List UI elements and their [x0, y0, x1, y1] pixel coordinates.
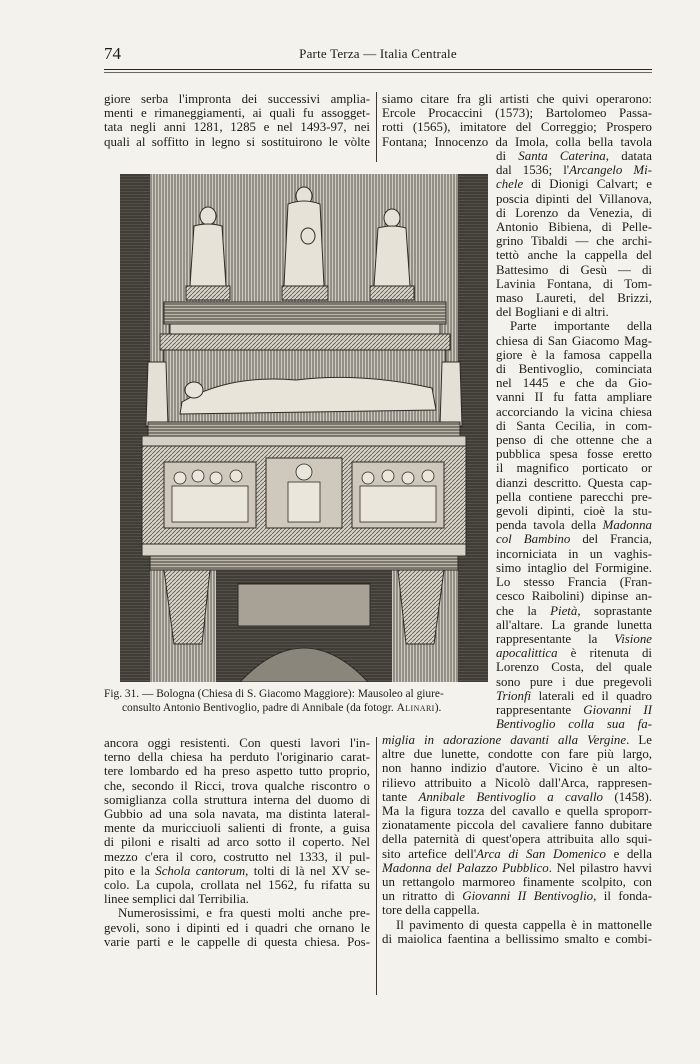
text-line: all'altare. La grande lunetta	[496, 617, 652, 632]
running-header	[104, 44, 652, 64]
text-line: dal 1536; l'Arcangelo Mi-	[496, 163, 652, 178]
column-2-wrap-text	[496, 149, 652, 731]
text-line: di Santa Caterina, datata	[496, 149, 653, 163]
text-line: apocalittica è ritenuta di	[496, 646, 652, 661]
text-line: giore serba l'impronta dei successivi amplia-	[104, 92, 370, 106]
column-1-bottom-text	[104, 736, 370, 949]
text-line: penso di che ottenne che a	[496, 433, 652, 448]
text-line: mezzo c'era il coro, costrutto nel 1333, il pul-	[104, 849, 370, 864]
text-line: Fontana; Innocenzo da Imola, colla bella tavola	[382, 134, 652, 149]
text-line: chiesa di San Giacomo Mag-	[496, 333, 652, 348]
column-divider	[376, 737, 377, 995]
text-line: siamo citare fra gli artisti che quivi operarono:	[382, 92, 652, 106]
text-line: grino Tibaldi — che archi-	[496, 234, 652, 249]
text-line: incorniciata in un vaghis-	[496, 546, 652, 561]
running-title: Parte Terza — Italia Centrale	[299, 46, 457, 61]
text-line: varie parti e le cappelle di questa chiesa. Pos-	[104, 934, 370, 949]
text-line: dianzi descritto. Questa cap-	[496, 475, 652, 490]
text-line: pubblica spesa fosse eretto	[496, 447, 652, 462]
column-divider	[376, 92, 377, 162]
header-rule	[104, 69, 652, 70]
text-line: linee semplici dal Terribilia.	[104, 892, 249, 907]
text-line: cesco Raibolini) dipinse an-	[496, 589, 652, 604]
text-line: sono pure i due pregevoli	[496, 674, 652, 689]
figure-caption	[104, 688, 490, 715]
mausoleum-illustration	[120, 174, 488, 682]
text-line: rotti (1565), imitatore del Correggio; Prospero	[382, 120, 652, 135]
text-line: vanni II fu fatta ampliare	[496, 390, 652, 405]
text-line: altre due lunette, condotte con fare più largo,	[382, 747, 652, 762]
text-line: maso Laureti, del Brizzi,	[496, 291, 652, 306]
text-line: Numerosissimi, e fra questi molti anche pre-	[118, 906, 370, 921]
text-line: tere lombardo ed ha preso aspetto tutto proprio,	[104, 764, 370, 779]
text-line: pella contiene parecchi pre-	[496, 489, 652, 504]
text-line: di Lorenzo da Venezia, di	[496, 205, 652, 220]
text-line: Battesimo di Gesù — di	[496, 262, 652, 277]
text-line: Ercole Procaccini (1573); Bartolomeo Passa-	[382, 106, 652, 121]
text-line: di Santa Cecilia, in com-	[496, 418, 652, 433]
text-line: rappresentante Giovanni II	[496, 702, 652, 717]
page-number: 74	[104, 44, 121, 63]
column-2-bottom-text	[382, 733, 652, 946]
text-line: accorciando la vicina chiesa	[496, 404, 652, 419]
text-line: di Bentivoglio, cominciata	[496, 362, 652, 377]
text-line: somiglianza colla struttura interna del duomo di	[104, 792, 370, 807]
text-line: tettò anche la cappella del	[496, 248, 652, 263]
text-line: rilievo attribuito a Nicolò dall'Arca, rappresen-	[382, 775, 652, 790]
text-line: Antonio Bibiena, di Pelle-	[496, 220, 652, 235]
caption-line: Fig. 31. — Bologna (Chiesa di S. Giacomo Maggiore): Mausoleo al giure-	[104, 688, 444, 700]
text-line: gevoli dipinti, cioè la stu-	[496, 504, 652, 519]
text-line: giore è la famosa cappella	[496, 347, 652, 362]
column-2-top-text	[382, 92, 652, 149]
text-line: colo. La cupola, crollata nel 1562, fu rifatta su	[104, 878, 370, 893]
text-line: che, secondo il Ricci, trova qualche riscontro o	[104, 778, 370, 793]
text-line: Lorenzo Costa, del quale	[496, 660, 652, 675]
text-line: mente da muricciuoli salienti di fronte, a guisa	[104, 821, 370, 836]
text-line: Madonna del Palazzo Pubblico. Nel pilastro havvi	[382, 860, 652, 875]
text-line: tante Annibale Bentivoglio a cavallo (1458).	[382, 789, 652, 804]
text-line: terno della chiesa ha perduto l'originario carat-	[104, 750, 370, 765]
text-line: non hanno indizio d'autore. Vicino è un alto-	[382, 761, 652, 776]
text-line: di piloni e risalti ad arco sotto il coperto. Nel	[104, 835, 370, 850]
text-line: col Bambino del Francia,	[496, 532, 652, 547]
text-line: miglia in adorazione davanti alla Vergine. Le	[382, 733, 652, 747]
text-line: quali al soffitto in legno si sostituirono le vòlte	[104, 134, 370, 149]
text-line: tore della cappella.	[382, 903, 480, 918]
text-line: chele di Dionigi Calvart; e	[496, 177, 652, 192]
text-line: Lavinia Fontana, di Tom-	[496, 276, 652, 291]
header-rule-thin	[104, 72, 652, 73]
text-line: nel 1445 e che da Gio-	[496, 376, 652, 391]
text-line: zionatamente piccola del cavaliere fanno dubitare	[382, 818, 652, 833]
text-line: tata negli anni 1281, 1285 e nel 1493-97, nei	[104, 120, 370, 135]
text-line: del Bogliani e di altri.	[496, 305, 609, 320]
text-line: sito artefice dell'Arca di San Domenico e della	[382, 846, 653, 861]
text-line: ancora oggi resistenti. Con questi lavori l'in-	[104, 736, 370, 750]
text-line: simo intaglio del Formigine.	[496, 560, 652, 575]
text-line: Parte importante della	[510, 319, 652, 334]
text-line: un rettangolo marmoreo finamente scolpito, con	[382, 875, 652, 890]
text-line: il magnifico porticato or	[496, 461, 652, 476]
text-line: un ritratto di Giovanni II Bentivoglio, il fonda-	[382, 889, 653, 904]
text-line: Ma la figura tozza del cavallo e quella sproporr-	[382, 804, 652, 819]
text-line: di maiolica faentina a bellissimo smalto e combi-	[382, 931, 652, 946]
caption-line: consulto Antonio Bentivoglio, padre di Annibale (da fotogr. Alinari).	[122, 701, 442, 714]
text-line: della paternità di quest'opera attribuita allo squi-	[382, 832, 652, 847]
column-1-top-text	[104, 92, 370, 149]
text-line: pito e la Schola cantorum, tolti di là nel XV se-	[104, 863, 371, 878]
text-line: Lo stesso Francia (Fran-	[496, 575, 652, 590]
text-line: che la Pietà, soprastante	[496, 603, 652, 618]
text-line: Trionfi laterali ed il quadro	[496, 688, 652, 703]
text-line: menti e rimaneggiamenti, ai quali fu assogget-	[104, 106, 370, 121]
text-line: poscia dipinti del Villanova,	[496, 191, 652, 206]
text-line: Gubbio ad una sola navata, ma distinta lateral-	[104, 807, 370, 822]
text-line: penda tavola della Madonna	[496, 518, 652, 533]
text-line: rappresentante la Visione	[496, 631, 652, 646]
text-line: Il pavimento di questa cappella è in mattonelle	[396, 917, 652, 932]
text-line: gevoli, sono i dipinti ed i quadri che ornano le	[104, 920, 370, 935]
text-line: Bentivoglio colla sua fa-	[496, 717, 652, 732]
